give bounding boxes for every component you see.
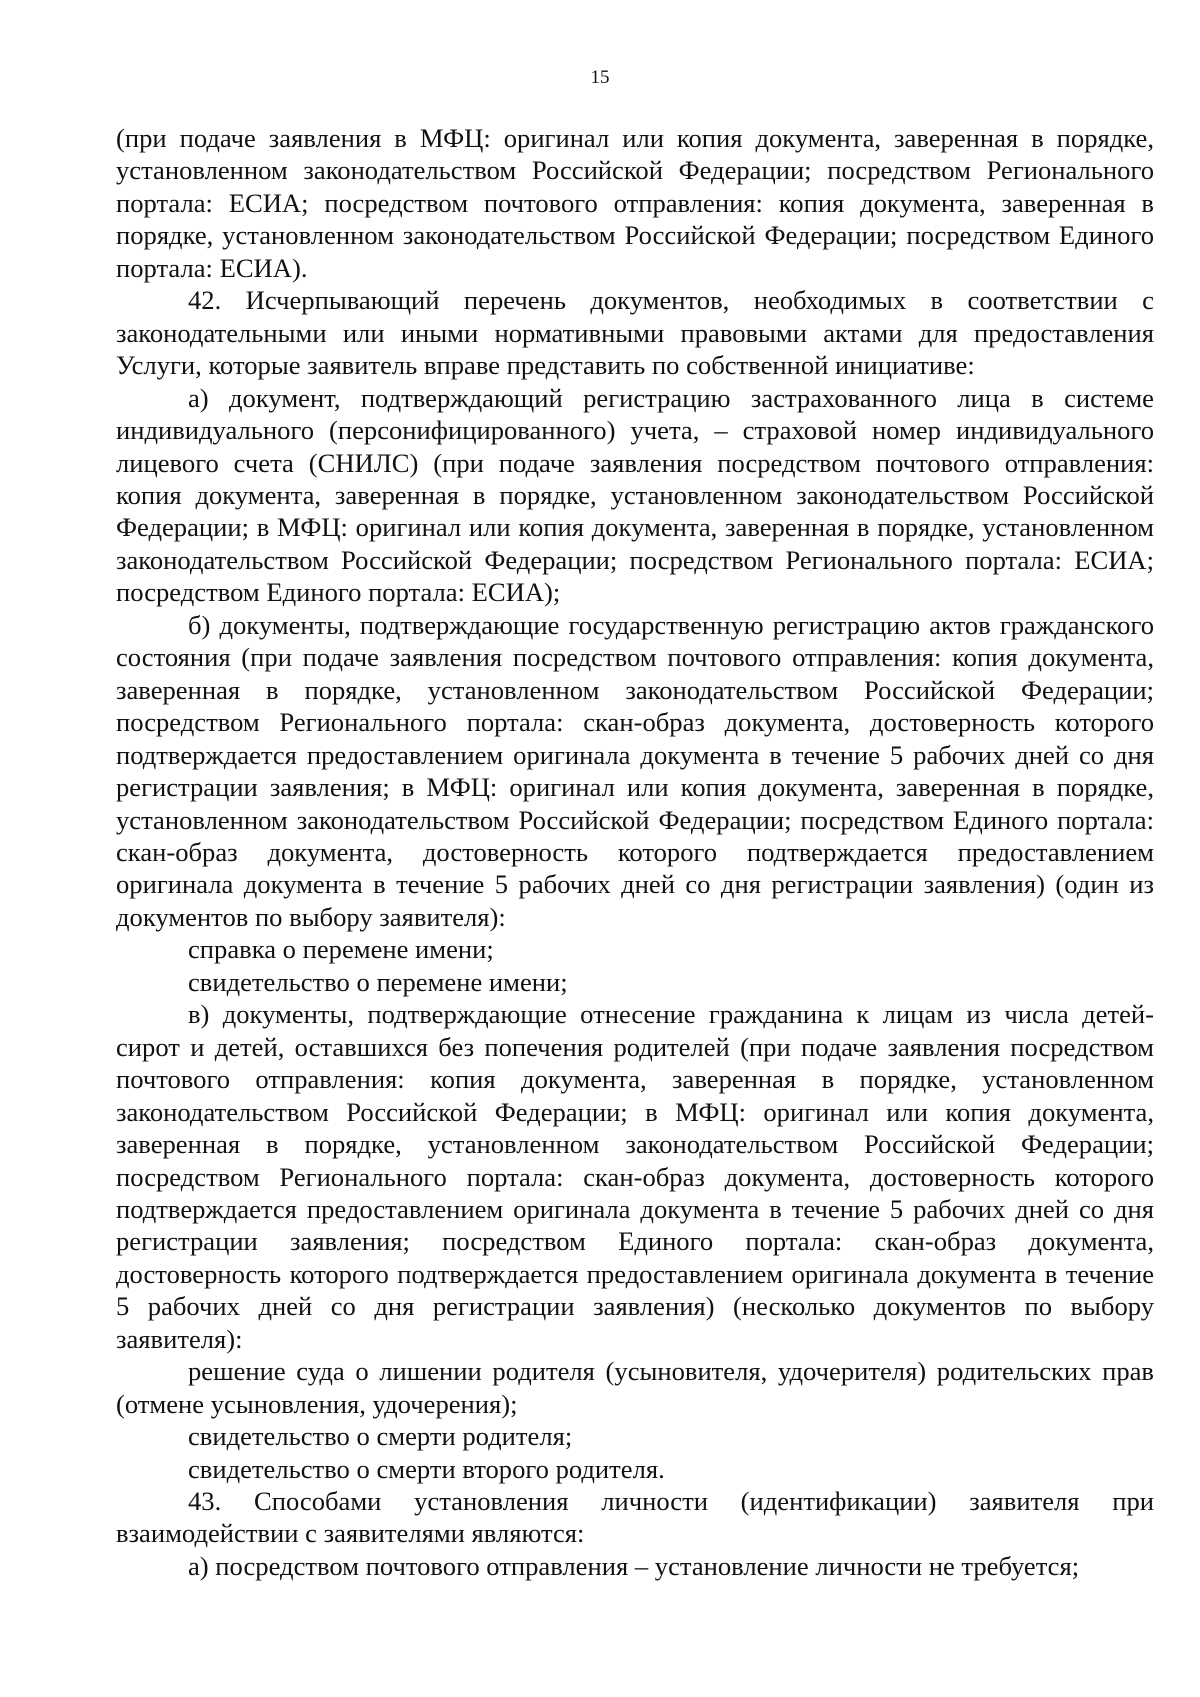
list-item-second-parent-death-certificate: свидетельство о смерти второго родителя.	[188, 1453, 665, 1484]
paragraph-subitem-a-postal: а) посредством почтового отправления – установление личности не требуется;	[188, 1550, 1080, 1581]
list-item-parent-death-certificate: свидетельство о смерти родителя;	[188, 1421, 573, 1452]
page-number: 15	[590, 67, 610, 88]
paragraph-subitem-v: в) документы, подтверждающие отнесение гражданина к лицам из числа детей-сирот и детей, оставшихся без попечения родителей (при подаче заявления посредством почтового отправления: копия документа, заверенная в порядке, установленном законодательством Российской Федерации; в МФЦ: оригинал или копия документа, заверенная в порядке, установленном законодательством Российской Федерации; посредством Регионального портала: скан-образ документа, достоверность которого подтверждается предоставлением оригинала документа в течение 5 рабочих дней со дня регистрации заявления; посредством Единого портала: скан-образ документа, достоверность которого подтверждается предоставлением оригинала документа в течение 5 рабочих дней со дня регистрации заявления) (несколько документов по выбору заявителя):	[116, 999, 1154, 1354]
paragraph-subitem-a: а) документ, подтверждающий регистрацию застрахованного лица в системе индивидуального (персонифицированного) учета, – страховой номер индивидуального лицевого счета (СНИЛС) (при подаче заявления посредством почтового отправления: копия документа, заверенная в порядке, установленном законодательством Российской Федерации; в МФЦ: оригинал или копия документа, заверенная в порядке, установленном законодательством Российской Федерации; посредством Регионального портала: ЕСИА; посредством Единого портала: ЕСИА);	[116, 382, 1154, 608]
list-item-name-change-record: свидетельство о перемене имени;	[188, 966, 568, 997]
document-body	[116, 122, 1154, 1582]
list-item-name-change-certificate: справка о перемене имени;	[188, 934, 494, 965]
paragraph-item-42: 42. Исчерпывающий перечень документов, необходимых в соответствии с законодательными или иными нормативными правовыми актами для предоставления Услуги, которые заявитель вправе представить по собственной инициативе:	[116, 285, 1154, 381]
paragraph-item-43: 43. Способами установления личности (идентификации) заявителя при взаимодействии с заявителями являются:	[116, 1486, 1154, 1549]
paragraph-continuation: (при подаче заявления в МФЦ: оригинал или копия документа, заверенная в порядке, установленном законодательством Российской Федерации; посредством Регионального портала: ЕСИА; посредством почтового отправления: копия документа, заверенная в порядке, установленном законодательством Российской Федерации; посредством Единого портала: ЕСИА).	[116, 123, 1154, 283]
list-item-court-decision: решение суда о лишении родителя (усыновителя, удочерителя) родительских прав (отмене усыновления, удочерения);	[116, 1356, 1154, 1419]
paragraph-subitem-b: б) документы, подтверждающие государственную регистрацию актов гражданского состояния (при подаче заявления посредством почтового отправления: копия документа, заверенная в порядке, установленном законодательством Российской Федерации; посредством Регионального портала: скан-образ документа, достоверность которого подтверждается предоставлением оригинала документа в течение 5 рабочих дней со дня регистрации заявления; в МФЦ: оригинал или копия документа, заверенная в порядке, установленном законодательством Российской Федерации; посредством Единого портала: скан-образ документа, достоверность которого подтверждается предоставлением оригинала документа в течение 5 рабочих дней со дня регистрации заявления) (один из документов по выбору заявителя):	[116, 609, 1154, 932]
